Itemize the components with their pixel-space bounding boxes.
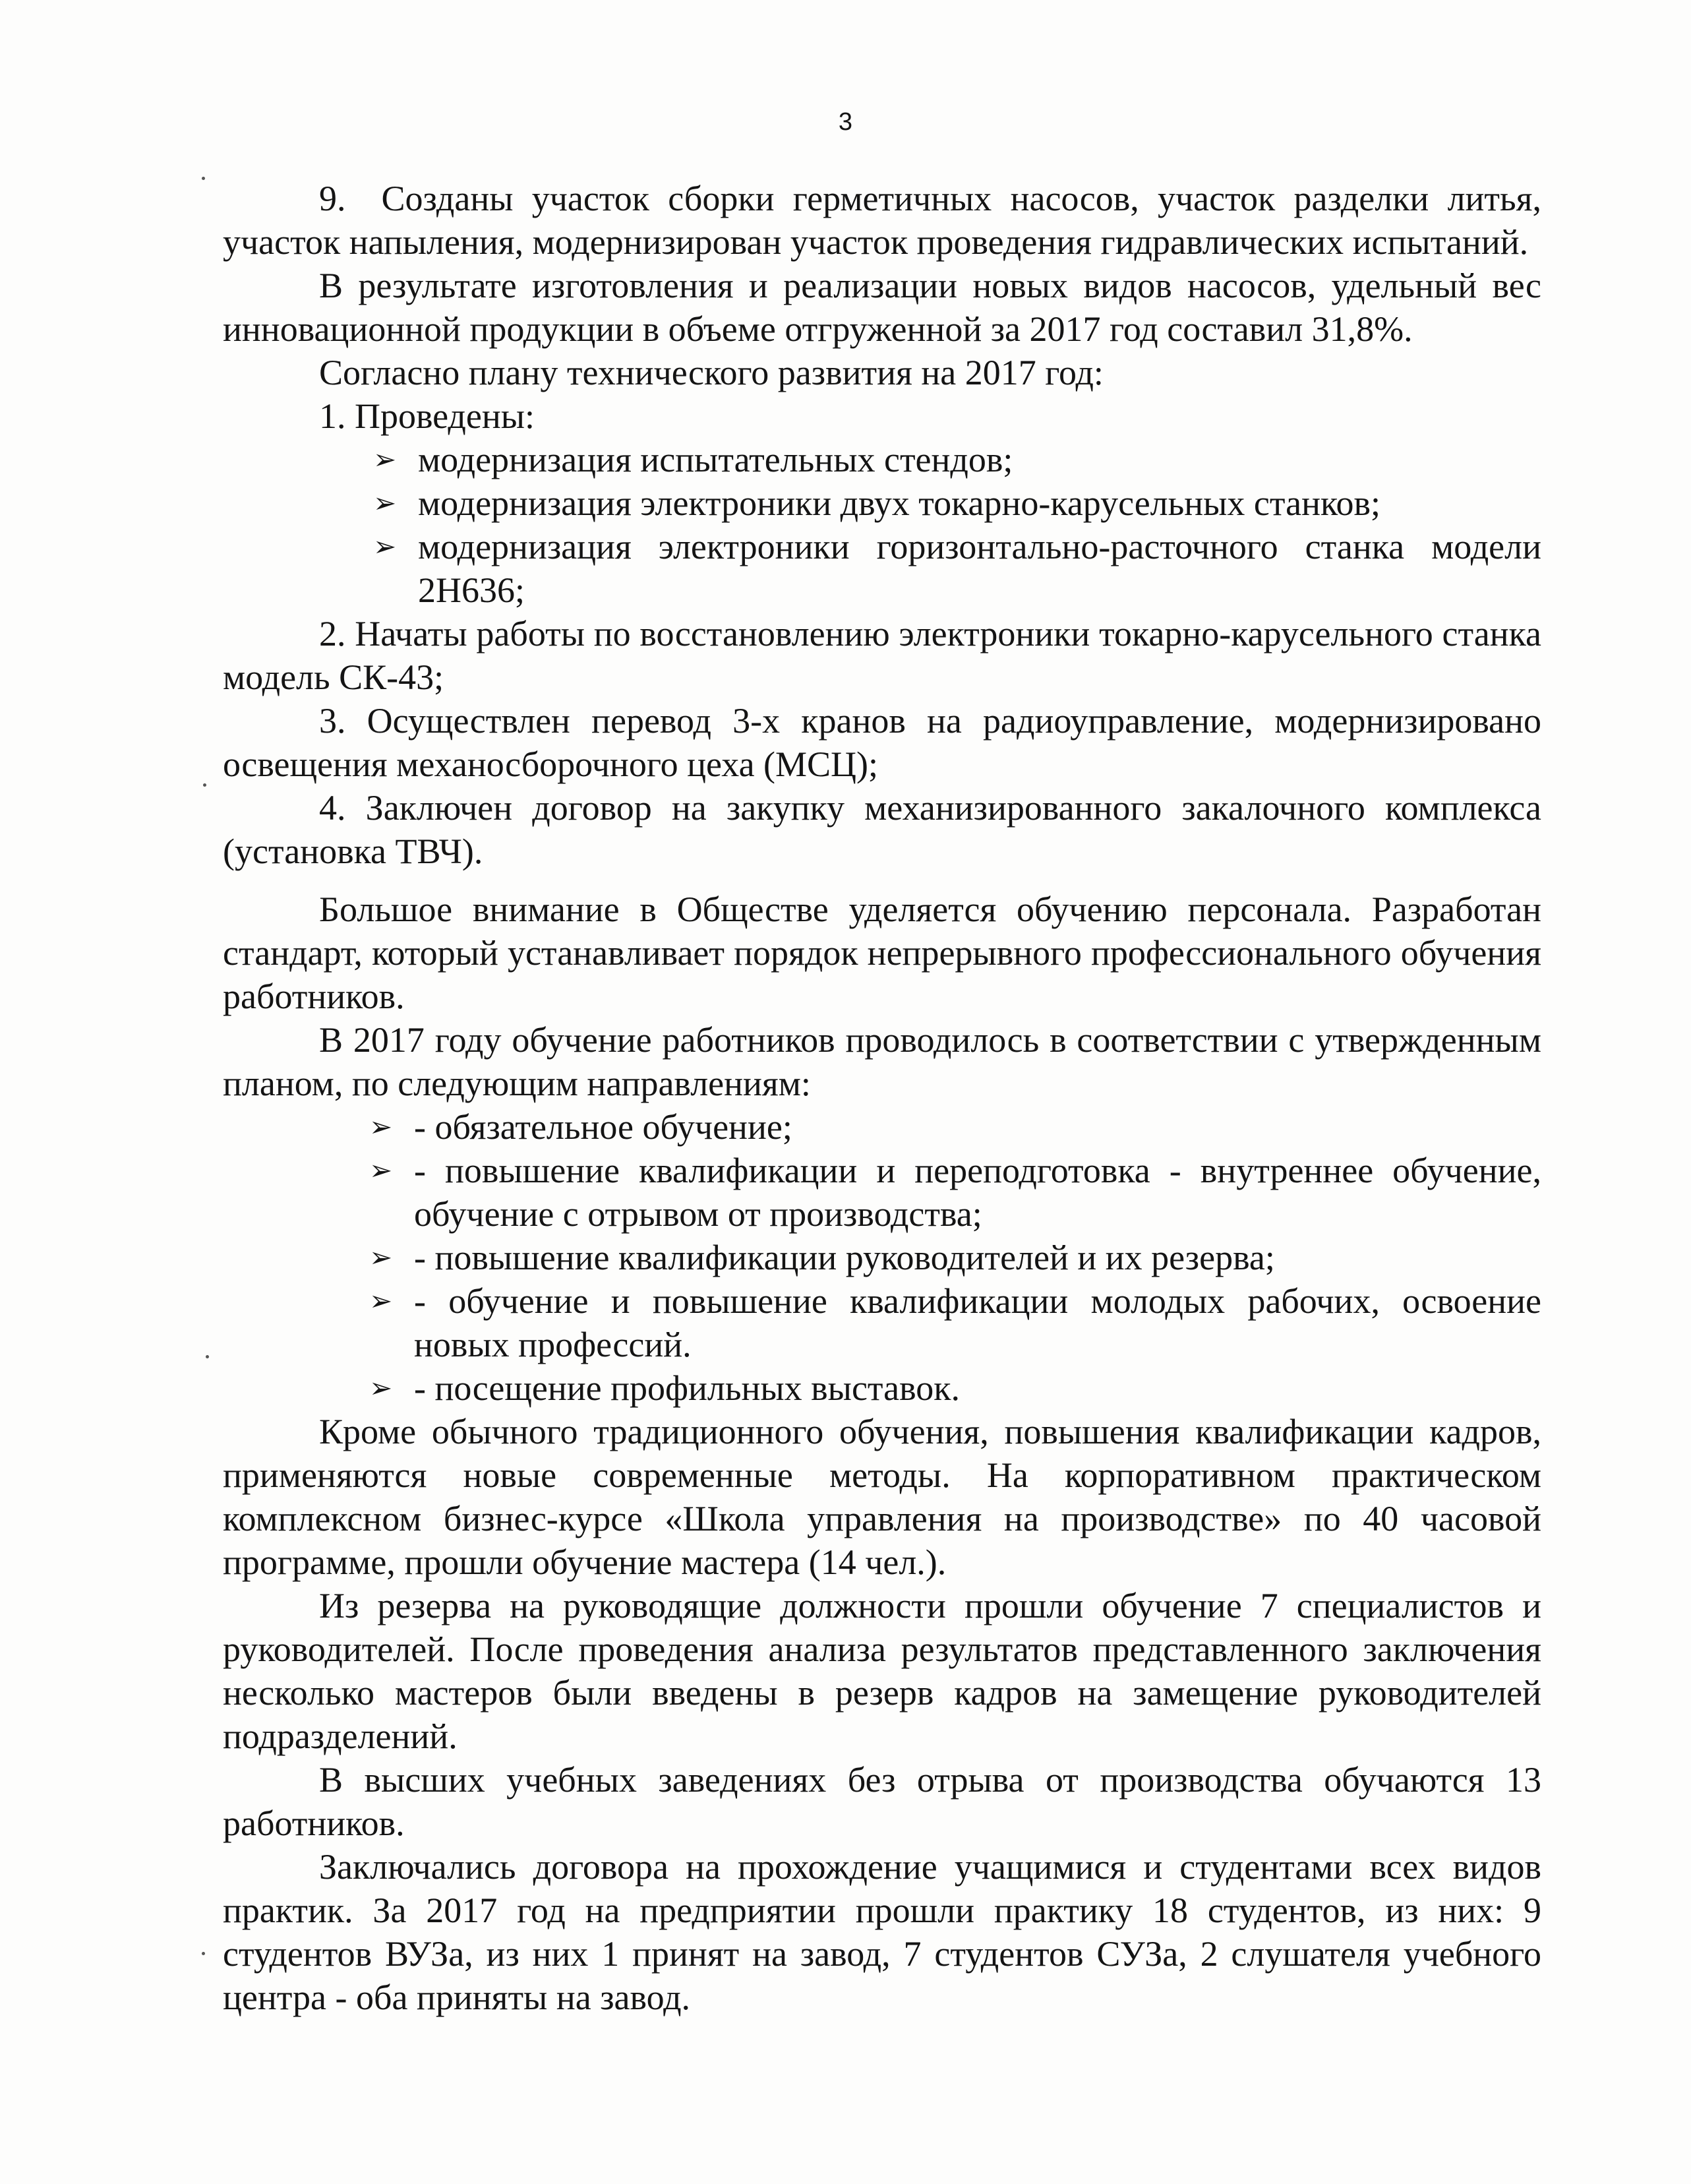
list-item: ➢ модернизация электроники горизонтально-расточного станка модели 2Н636; — [373, 525, 1541, 612]
conducted-label: 1. Проведены: — [319, 396, 535, 436]
arrowhead-bullet-icon: ➢ — [369, 1154, 393, 1186]
arrowhead-bullet-icon: ➢ — [369, 1285, 393, 1317]
paragraph-higher-education: В высших учебных заведениях без отрыва от производства обучаются 13 работников. — [223, 1760, 1541, 1843]
paragraph-directions-intro: В 2017 году обучение работников проводилось в соответствии с утвержденным планом, по следующим направлениям: — [223, 1020, 1541, 1103]
list-item: ➢ модернизация электроники двух токарно-карусельных станков; — [373, 481, 1541, 525]
paragraph-training-intro: Большое внимание в Обществе уделяется обучению персонала. Разработан стандарт, который устанавливает порядок непрерывного профессионального обучения работников. — [223, 890, 1541, 1016]
list-item: ➢ - повышение квалификации и переподготовка - внутреннее обучение, обучение с отрывом от производства; — [369, 1149, 1541, 1236]
document-body — [223, 177, 1541, 2019]
scan-speck — [202, 177, 205, 180]
paragraph-item-3: 3. Осуществлен перевод 3-х кранов на радиоуправление, модернизировано освещения механосборочного цеха (МСЦ); — [223, 701, 1541, 784]
paragraph-modern-methods: Кроме обычного традиционного обучения, повышения квалификации кадров, применяются новые современные методы. На корпоративном практическом комплексном бизнес-курсе «Школа управления на производстве» по 40 часовой программе, прошли обучение мастера (14 чел.). — [223, 1412, 1541, 1582]
paragraph-innovation-share: В результате изготовления и реализации новых видов насосов, удельный вес инновационной продукции в объеме отгруженной за 2017 год составил 31,8%. — [223, 266, 1541, 349]
arrowhead-bullet-icon: ➢ — [369, 1241, 393, 1273]
list-item: ➢ - обязательное обучение; — [369, 1105, 1541, 1149]
arrowhead-bullet-icon: ➢ — [373, 487, 397, 519]
page-number: 3 — [838, 108, 853, 136]
arrowhead-bullet-icon: ➢ — [373, 530, 397, 562]
paragraph-internships: Заключались договора на прохождение учащимися и студентами всех видов практик. За 2017 год на предприятии прошли практику 18 студентов, из них: 9 студентов ВУЗа, из них 1 принят на завод, 7 студентов СУЗа, 2 слушателя учебного центра - оба приняты на завод. — [223, 1847, 1541, 2017]
list-item: ➢ - обучение и повышение квалификации молодых рабочих, освоение новых профессий. — [369, 1279, 1541, 1366]
scan-speck — [203, 783, 206, 787]
conducted-list — [223, 438, 1541, 612]
paragraph-item-9: 9. Созданы участок сборки герметичных насосов, участок разделки литья, участок напыления, модернизирован участок проведения гидравлических испытаний. — [223, 179, 1541, 262]
paragraph-plan-intro: Согласно плану технического развития на 2017 год: — [319, 353, 1104, 392]
arrowhead-bullet-icon: ➢ — [373, 443, 397, 475]
arrowhead-bullet-icon: ➢ — [369, 1110, 393, 1143]
paragraph-gap — [223, 873, 1541, 888]
paragraph-item-4: 4. Заключен договор на закупку механизированного закалочного комплекса (установка ТВЧ). — [223, 788, 1541, 871]
directions-list — [223, 1105, 1541, 1410]
paragraph-reserve: Из резерва на руководящие должности прошли обучение 7 специалистов и руководителей. После проведения анализа результатов представленного заключения несколько мастеров были введены в резерв кадров на замещение руководителей подразделений. — [223, 1586, 1541, 1756]
list-item: ➢ - посещение профильных выставок. — [369, 1366, 1541, 1410]
list-item: ➢ - повышение квалификации руководителей и их резерва; — [369, 1236, 1541, 1279]
scan-speck — [202, 1952, 205, 1955]
paragraph-item-2: 2. Начаты работы по восстановлению электроники токарно-карусельного станка модель СК-43; — [223, 614, 1541, 697]
scan-speck — [206, 1355, 209, 1358]
arrowhead-bullet-icon: ➢ — [369, 1372, 393, 1404]
list-item: ➢ модернизация испытательных стендов; — [373, 438, 1541, 481]
